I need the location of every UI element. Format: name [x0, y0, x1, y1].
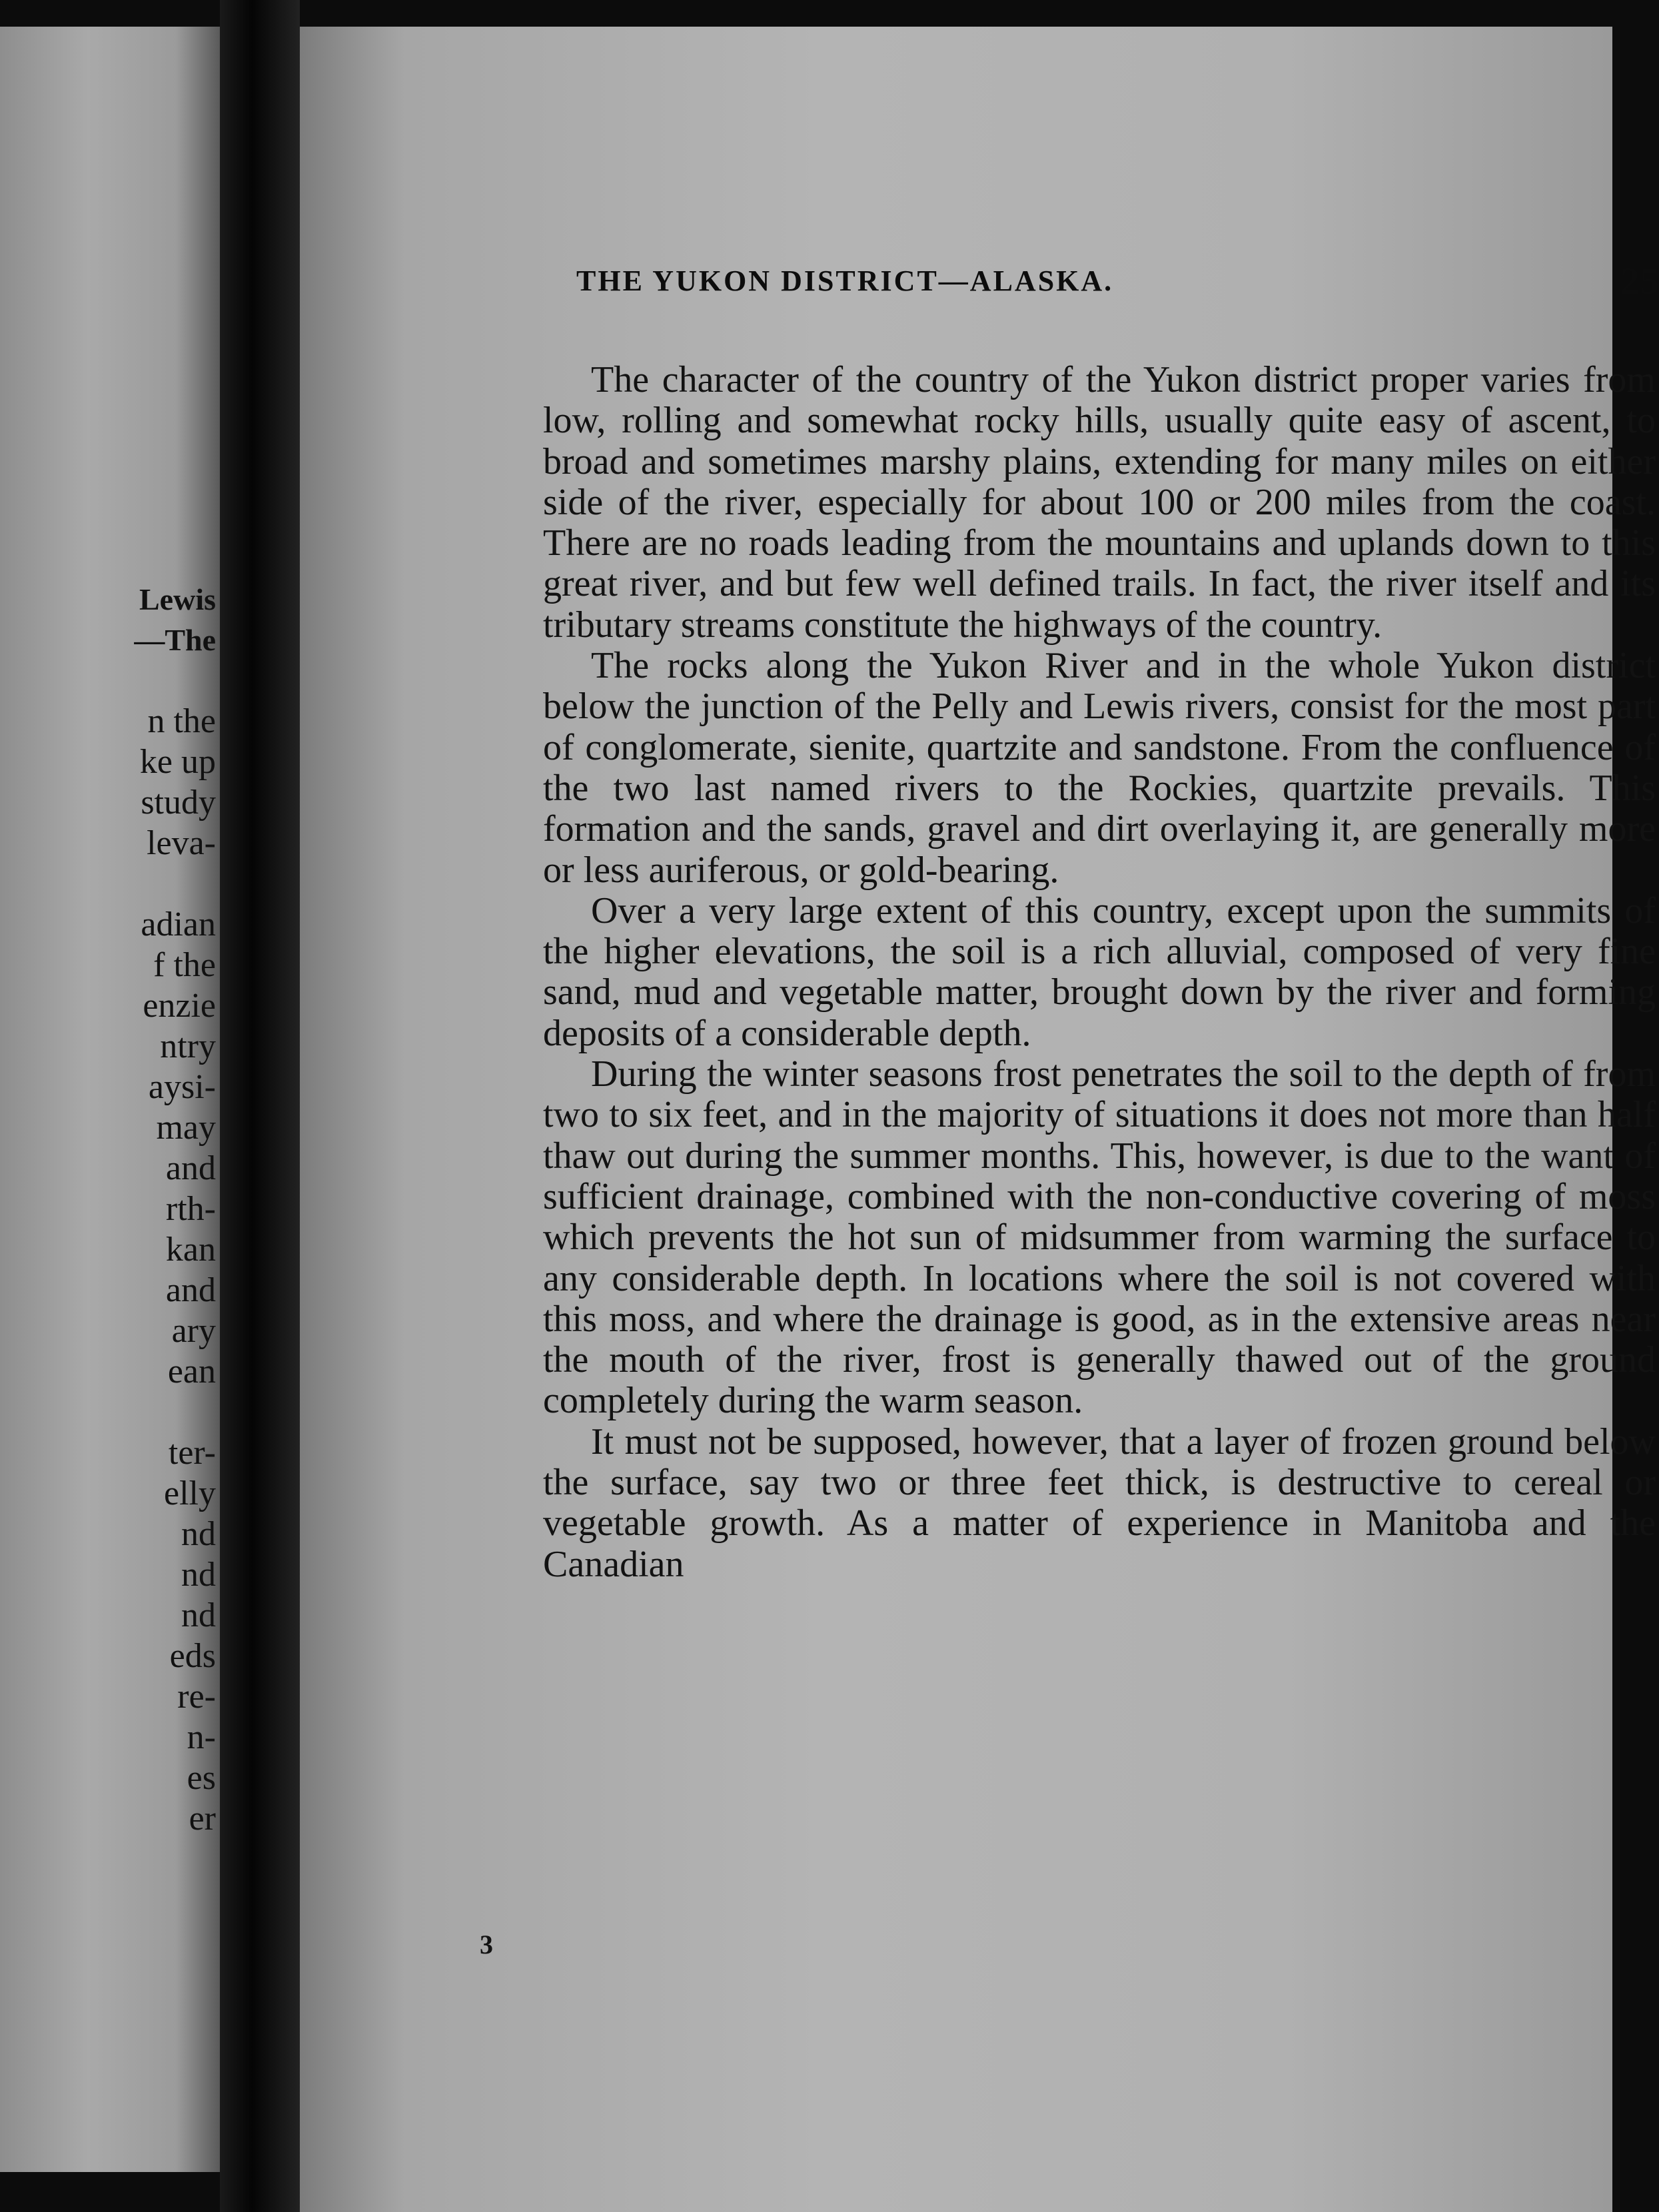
- facing-page-line: —The: [134, 623, 216, 657]
- facing-page-line: n the: [147, 702, 216, 740]
- book-page: [300, 27, 1659, 2212]
- facing-page-line: n-: [187, 1718, 216, 1756]
- facing-page-line: ke up: [139, 743, 216, 781]
- paragraph: It must not be supposed, however, that a layer of frozen ground below the surface, say two or three feet thick, is destructive to cereal or vegetable growth. As a matter of experience in Manitoba and the Canadian: [543, 1420, 1656, 1585]
- facing-page-line: re-: [177, 1678, 216, 1716]
- running-header: [576, 259, 1659, 312]
- facing-page-line: leva-: [147, 824, 216, 862]
- facing-page-line: rth-: [165, 1190, 216, 1228]
- facing-page-line: eds: [169, 1637, 216, 1675]
- facing-page-line: Lewis: [139, 582, 216, 616]
- facing-page-line: adian: [141, 905, 216, 943]
- facing-page-fragment: [0, 27, 220, 2172]
- paragraph: The character of the country of the Yukon district proper varies from low, rolling and somewhat rocky hills, usually quite easy of ascent, to broad and sometimes marshy plains, extending for many miles on either side of the river, especially for about 100 or 200 miles from the coast. There are no roads leading from the mountains and uplands down to this great river, and but few well defined trails. In fact, the river itself and its tributary streams constitute the highways of the country.: [543, 359, 1656, 646]
- paragraph: During the winter seasons frost penetrates the soil to the depth of from two to six feet, and in the majority of situations it does not more than half thaw out during the summer months. This, however, is due to the want of sufficient drainage, combined with the non-conductive covering of moss which prevents the hot sun of midsummer from warming the surface to any considerable depth. In locations where the soil is not covered with this moss, and where the drainage is good, as in the extensive areas near the mouth of the river, frost is generally thawed out of the ground completely during the warm season.: [543, 1053, 1656, 1422]
- facing-page-line: ter-: [168, 1434, 216, 1472]
- facing-page-line: kan: [165, 1231, 216, 1269]
- facing-page-text: [0, 27, 220, 2172]
- paragraph: The rocks along the Yukon River and in the whole Yukon district below the junction of the Pelly and Lewis rivers, consist for the most part of conglomerate, sienite, quartzite and sandstone. From the confluence of the two last named rivers to the Rockies, quartzite prevails. This formation and the sands, gravel and dirt overlaying it, are generally more or less auriferous, or gold-bearing.: [543, 645, 1656, 891]
- signature-mark: 3: [480, 1930, 493, 1959]
- facing-page-line: study: [141, 784, 216, 822]
- facing-page-line: nd: [181, 1596, 216, 1634]
- facing-page-line: elly: [164, 1474, 216, 1512]
- facing-page-line: f the: [153, 946, 216, 984]
- facing-page-line: ntry: [160, 1027, 216, 1065]
- facing-page-line: aysi-: [148, 1068, 216, 1106]
- facing-page-line: and: [165, 1149, 216, 1187]
- facing-page-line: es: [187, 1759, 216, 1797]
- page-number: 25: [1620, 259, 1659, 302]
- body-text: [543, 360, 1656, 1585]
- facing-page-line: may: [156, 1109, 216, 1147]
- running-title: THE YUKON DISTRICT—ALASKA.: [576, 265, 1114, 297]
- facing-page-line: enzie: [143, 987, 216, 1025]
- facing-page-line: er: [189, 1800, 216, 1838]
- facing-page-line: ean: [167, 1353, 216, 1390]
- paragraph: Over a very large extent of this country, except upon the summits of the higher elevations, the soil is a rich alluvial, composed of very fine sand, mud and vegetable matter, brought down by the river and forming deposits of a considerable depth.: [543, 889, 1656, 1054]
- facing-page-line: nd: [181, 1515, 216, 1553]
- facing-page-line: ary: [171, 1312, 216, 1350]
- facing-page-line: and: [165, 1271, 216, 1309]
- facing-page-line: nd: [181, 1556, 216, 1594]
- book-gutter: [220, 0, 300, 2212]
